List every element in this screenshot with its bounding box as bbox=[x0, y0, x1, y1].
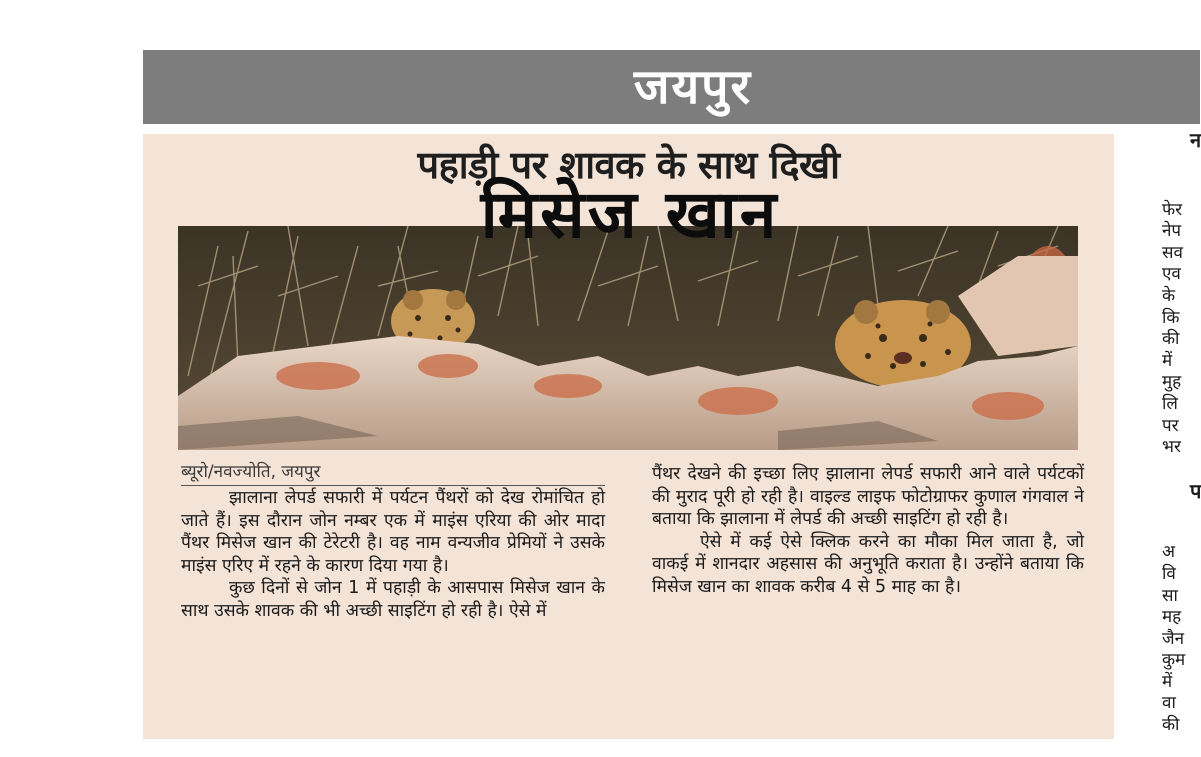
adjacent-line: सा bbox=[1162, 585, 1178, 606]
adjacent-line: भर bbox=[1162, 437, 1181, 458]
article-column-2 bbox=[652, 463, 1084, 599]
paragraph: कुछ दिनों से जोन 1 में पहाड़ी के आसपास मिसेज खान के साथ उसके शावक की भी अच्छी साइटिंग हो रही है। ऐसे में bbox=[181, 578, 605, 621]
section-title: जयपुर bbox=[633, 59, 753, 115]
adjacent-line: वा bbox=[1162, 693, 1176, 714]
adjacent-line: में bbox=[1162, 350, 1173, 371]
adjacent-line: फेर bbox=[1162, 199, 1183, 220]
adjacent-line: की bbox=[1162, 329, 1180, 350]
adjacent-line: के bbox=[1162, 285, 1176, 306]
adjacent-line: नेप bbox=[1162, 221, 1182, 242]
headline-main: मिसेज खान bbox=[480, 176, 780, 253]
adjacent-line: कुम bbox=[1162, 650, 1186, 671]
article-column-1 bbox=[181, 487, 605, 623]
adjacent-line: लि bbox=[1162, 393, 1178, 414]
adjacent-line: एव bbox=[1162, 264, 1181, 285]
paragraph: झालाना लेपर्ड सफारी में पर्यटन पैंथरों को देख रोमांचित हो जाते हैं। इस दौरान जोन नम्बर एक में माइंस एरिया की ओर मादा पैंथर मिसेज खान की टेरेटरी है। वह नाम वन्यजीव प्रेमियों ने उसके माइंस एरिए में रहने के कारण दिया गया है। bbox=[181, 488, 605, 576]
byline: ब्यूरो/नवज्योति, जयपुर bbox=[181, 461, 605, 486]
paragraph: पैंथर देखने की इच्छा लिए झालाना लेपर्ड सफारी आने वाले पर्यटकों की मुराद पूरी हो रही है। वाइल्ड लाइफ फोटोग्राफर कुणाल गंगवाल ने बताया कि झालाना में लेपर्ड की अच्छी साइटिंग हो रही है। bbox=[652, 464, 1084, 530]
adjacent-line: सव bbox=[1162, 242, 1183, 263]
adjacent-line: जैन bbox=[1162, 628, 1185, 649]
adjacent-line: मुह bbox=[1162, 372, 1182, 393]
adjacent-line: में bbox=[1162, 671, 1173, 692]
adjacent-line: कि bbox=[1162, 307, 1180, 328]
adjacent-article-fragment bbox=[1162, 130, 1200, 757]
headline-kicker: पहाड़ी पर शावक के साथ दिखी bbox=[417, 143, 840, 187]
adjacent-line: की bbox=[1162, 715, 1180, 736]
adjacent-subheading: प bbox=[1190, 478, 1201, 503]
adjacent-heading: न bbox=[1190, 128, 1201, 152]
adjacent-line: अ bbox=[1162, 542, 1175, 563]
adjacent-line: वि bbox=[1162, 563, 1176, 584]
adjacent-line: मह bbox=[1162, 607, 1182, 628]
adjacent-line: पर bbox=[1162, 415, 1179, 436]
paragraph: ऐसे में कई ऐसे क्लिक करने का मौका मिल जाता है, जो वाकई में शानदार अहसास की अनुभूति कराता है। उन्होंने बताया कि मिसेज खान का शावक करीब 4 से 5 माह का है। bbox=[652, 531, 1084, 597]
